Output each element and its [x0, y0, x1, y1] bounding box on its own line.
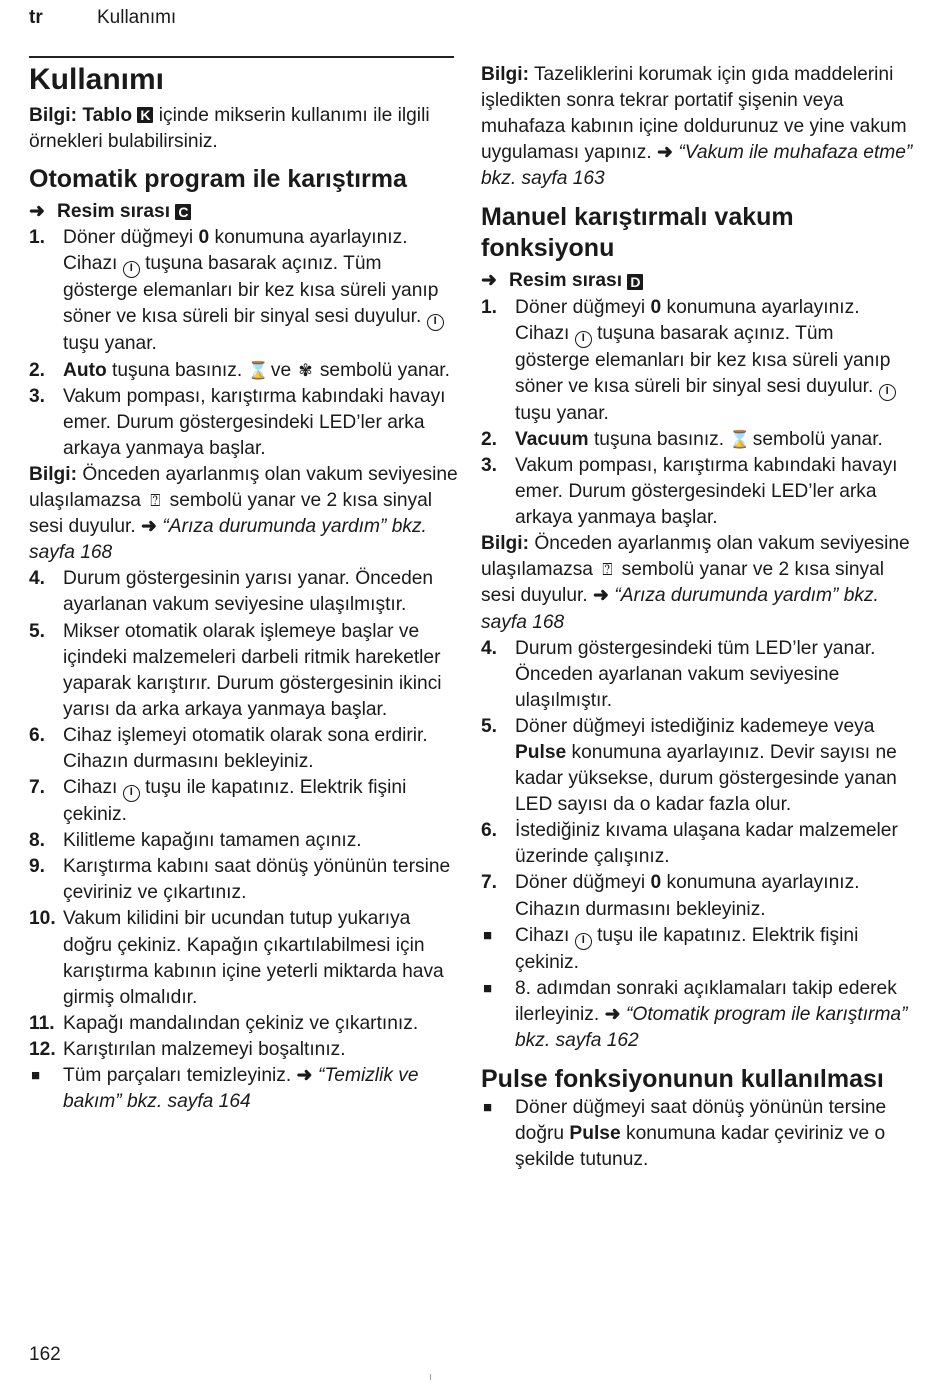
list-item: 3. Vakum pompası, karıştırma kabındaki havayı emer. Durum göstergesindeki LED’ler arka arkaya yanmaya başlar.	[29, 385, 446, 459]
mix-icon: ✾	[298, 360, 313, 380]
error-note: Bilgi: Önceden ayarlanmış olan vakum seviyesine ulaşılamazsa ⍰ sembolü yanar ve 2 kısa sinyal sesi duyulur. ➜ “Arıza durumunda yardım” bkz. sayfa 168	[481, 533, 910, 633]
list-item: 7. Döner düğmeyi 0 konumuna ayarlayınız. Cihazın durmasını bekleyiniz.	[481, 872, 860, 920]
intro-note: Bilgi: Tablo K içinde mikserin kullanımı ile ilgili örnekleri bulabilirsiniz.	[29, 105, 430, 153]
heading-auto-program: Otomatik program ile karıştırma	[29, 165, 407, 194]
list-item: 11. Kapağı mandalından çekiniz ve çıkartınız.	[29, 1012, 419, 1034]
header-rule	[29, 56, 454, 58]
list-item: 5. Mikser otomatik olarak işlemeye başlar ve içindeki malzemeleri darbeli ritmik hareketler yaparak karıştırır. Durum göstergesinin ikinci yarısı da arka arkaya yanmaya başlar.	[29, 620, 442, 720]
page-title: Kullanımı	[29, 63, 165, 96]
list-item: 12. Karıştırılan malzemeyi boşaltınız.	[29, 1038, 346, 1060]
steps-list	[481, 295, 913, 532]
vacuum-icon: ⌛	[247, 360, 269, 380]
cross-reference: “Arıza durumunda yardım” bkz. sayfa 168	[481, 585, 879, 633]
right-column	[481, 62, 913, 1173]
steps-list	[29, 225, 459, 462]
arrow-right-icon: ➜	[481, 270, 498, 292]
figure-box-d: D	[627, 274, 643, 290]
sequence-ref: ➜ Resim sırası C	[29, 199, 459, 225]
list-item: 1. Döner düğmeyi 0 konumuna ayarlayınız. Cihazı I tuşuna basarak açınız. Tüm gösterge elemanları bir kez kısa süreli yanıp söner ve kısa süreli bir sinyal sesi duyulur. I tuşu yanar.	[29, 225, 459, 357]
arrow-right-icon: ➜	[29, 201, 46, 223]
page-header	[29, 7, 177, 29]
list-item: 4. Durum göstergesinin yarısı yanar. Önceden ayarlanan vakum seviyesine ulaşılmıştır.	[29, 568, 434, 616]
bullet-icon: ■	[483, 1099, 493, 1116]
page-number: 162	[29, 1344, 61, 1365]
header-section: Kullanımı	[97, 7, 177, 28]
list-item: 4. Durum göstergesindeki tüm LED’ler yanar. Önceden ayarlanan vakum seviyesine ulaşılmıştır.	[481, 637, 876, 711]
list-item: ■ Cihazı I tuşu ile kapatınız. Elektrik fişini çekiniz.	[481, 923, 913, 976]
arrow-right-icon: ➜	[296, 1065, 313, 1086]
power-icon: I	[427, 314, 444, 331]
bullet-icon: ■	[483, 926, 493, 944]
list-item: ■ 8. adımdan sonraki açıklamaları takip ederek ilerleyiniz. ➜ “Otomatik program ile karıştırma” bkz. sayfa 162	[481, 976, 913, 1054]
list-item: 10. Vakum kilidini bir ucundan tutup yukarıya doğru çekiniz. Kapağın çıkartılabilmesi için karıştırma kabının içine yeterli miktarda hava girmiş olmalıdır.	[29, 908, 444, 1008]
list-item: ■ Tüm parçaları temizleyiniz. ➜ “Temizlik ve bakım” bkz. sayfa 164	[29, 1063, 459, 1115]
list-item: 2. Auto tuşuna basınız. ⌛ ve ✾ sembolü yanar.	[29, 358, 459, 384]
cross-reference: “Otomatik program ile karıştırma” bkz. sayfa 162	[515, 1003, 908, 1051]
bullet-list	[29, 1063, 459, 1115]
list-item: 6. İstediğiniz kıvama ulaşana kadar malzemeler üzerinde çalışınız.	[481, 820, 898, 868]
list-item: 3. Vakum pompası, karıştırma kabındaki havayı emer. Durum göstergesindeki LED’ler arka arkaya yanmaya başlar.	[481, 454, 898, 529]
cross-reference: “Vakum ile muhafaza etme” bkz. sayfa 163	[481, 142, 913, 190]
list-item: 9. Karıştırma kabını saat dönüş yönünün tersine çeviriniz ve çıkartınız.	[29, 856, 451, 904]
bullet-list	[481, 1095, 913, 1173]
power-icon: I	[575, 933, 592, 950]
steps-list	[29, 566, 459, 1063]
left-column	[29, 62, 459, 1115]
bullet-list	[481, 923, 913, 1054]
figure-box-c: C	[175, 204, 191, 220]
vacuum-error-icon: ⍰	[602, 560, 613, 580]
power-icon: I	[123, 785, 140, 802]
list-item: 2. Vacuum tuşuna basınız. ⌛ sembolü yanar.	[481, 427, 913, 453]
list-item: ■ Döner düğmeyi saat dönüş yönünün tersine doğru Pulse konumuna kadar çeviriniz ve o şekilde tutunuz.	[481, 1095, 913, 1173]
bullet-icon: ■	[31, 1067, 41, 1084]
vacuum-icon: ⌛	[729, 429, 751, 449]
crop-mark	[430, 1374, 431, 1380]
figure-box-k: K	[137, 107, 153, 123]
arrow-right-icon: ➜	[604, 1003, 621, 1025]
arrow-right-icon: ➜	[657, 142, 674, 164]
bullet-icon: ■	[483, 979, 493, 997]
error-note: Bilgi: Önceden ayarlanmış olan vakum seviyesine ulaşılamazsa ⍰ sembolü yanar ve 2 kısa sinyal sesi duyulur. ➜ “Arıza durumunda yardım” bkz. sayfa 168	[29, 463, 458, 564]
steps-list	[481, 636, 913, 923]
power-icon: I	[123, 261, 140, 278]
arrow-right-icon: ➜	[593, 585, 610, 607]
vacuum-error-icon: ⍰	[150, 491, 161, 511]
heading-manual-vacuum: Manuel karıştırmalı vakum fonksiyonu	[481, 203, 794, 263]
cross-reference: “Arıza durumunda yardım” bkz. sayfa 168	[29, 516, 427, 564]
power-icon: I	[575, 331, 592, 348]
list-item: 7. Cihazı I tuşu ile kapatınız. Elektrik fişini çekiniz.	[29, 777, 407, 826]
list-item: 1. Döner düğmeyi 0 konumuna ayarlayınız. Cihazı I tuşuna basarak açınız. Tüm gösterge elemanları bir kez kısa süreli yanıp söner ve kısa süreli bir sinyal sesi duyulur. I tuşu yanar.	[481, 295, 913, 427]
cross-reference: “Temizlik ve bakım” bkz. sayfa 164	[63, 1065, 419, 1113]
power-icon: I	[879, 384, 896, 401]
list-item: 6. Cihaz işlemeyi otomatik olarak sona erdirir. Cihazın durmasını bekleyiniz.	[29, 724, 428, 772]
storage-note: Bilgi: Tazeliklerini korumak için gıda maddelerini işledikten sonra tekrar portatif şişenin veya muhafaza kabının içine doldurunuz ve yine vakum uygulaması yapınız. ➜ “Vakum ile muhafaza etme” bkz. sayfa 163	[481, 64, 913, 190]
language-code: tr	[29, 7, 43, 28]
heading-pulse: Pulse fonksiyonunun kullanılması	[481, 1065, 884, 1093]
list-item: 8. Kilitleme kapağını tamamen açınız.	[29, 830, 362, 852]
arrow-right-icon: ➜	[141, 516, 158, 538]
sequence-ref: ➜ Resim sırası D	[481, 268, 913, 294]
list-item: 5. Döner düğmeyi istediğiniz kademeye veya Pulse konumuna ayarlayınız. Devir sayısı ne kadar yüksekse, durum göstergesinde yanan LED sayısı da o kadar fazla olur.	[481, 715, 897, 816]
